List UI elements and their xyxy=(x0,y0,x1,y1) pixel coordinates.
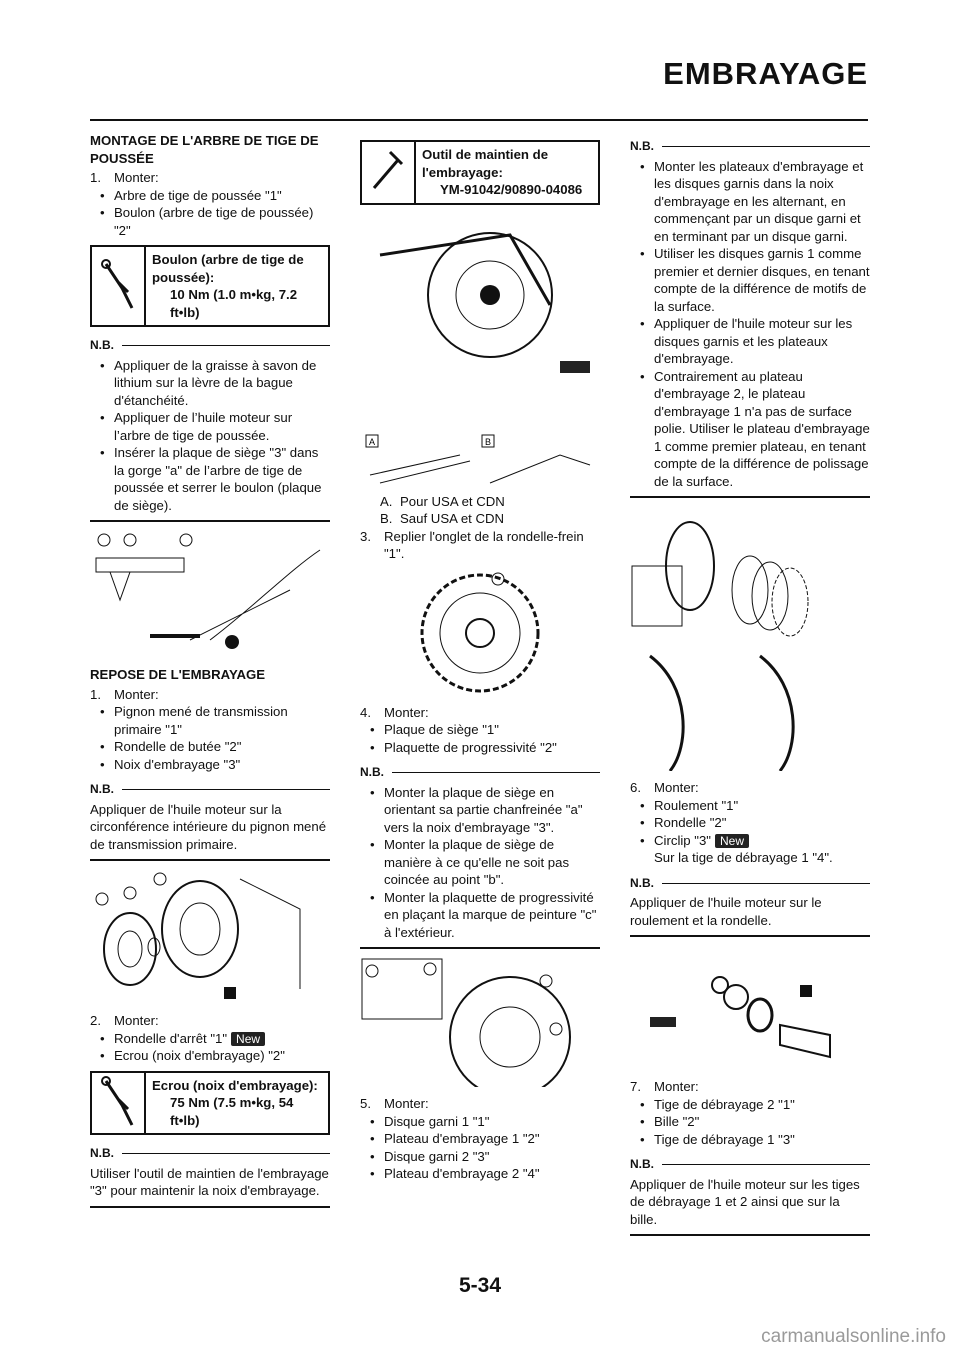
header-rule xyxy=(90,119,868,121)
note-block xyxy=(630,875,870,938)
note-item: • Appliquer de l’huile moteur sur l’arbre de tige de poussée. xyxy=(90,409,330,444)
spec-value: 75 Nm (7.5 m•kg, 54 ft•lb) xyxy=(170,1095,294,1128)
list-item: • Rondelle de butée "2" xyxy=(90,738,330,756)
list-item: • Roulement "1" xyxy=(630,797,870,815)
column-right xyxy=(630,132,870,1236)
note-item: • Monter la plaquette de progressivité en plaçant la marque de peinture "c" à l'extérieur. xyxy=(360,889,600,942)
list-item: • Plaquette de progressivité "2" xyxy=(360,739,600,757)
note-item: • Appliquer de l'huile moteur sur les disques garnis et les plateaux d'embrayage. xyxy=(630,315,870,368)
note-block xyxy=(630,1156,870,1236)
list-item: • Circlip "3" New xyxy=(630,832,870,850)
list-item: • Disque garni 1 "1" xyxy=(360,1113,600,1131)
list-item: • Ecrou (noix d'embrayage) "2" xyxy=(90,1047,330,1065)
clutch-plates-illustration xyxy=(630,506,870,771)
note-block xyxy=(630,138,870,498)
step-6: 6. Monter: xyxy=(630,780,699,795)
caption-a: A. Pour USA et CDN xyxy=(380,493,505,509)
torque-spec-box xyxy=(90,1071,330,1136)
note-item: • Utiliser les disques garnis 1 comme premier et dernier disques, en tenant compte de la différence de motifs de la surface. xyxy=(630,245,870,315)
note-item: • Monter la plaque de siège en orientant sa partie chanfreinée "a" vers la noix d'embrayage "3". xyxy=(360,784,600,837)
note-block xyxy=(90,337,330,522)
note-text: Utiliser l'outil de maintien de l'embrayage "3" pour maintenir la noix d'embrayage. xyxy=(90,1165,329,1198)
note-item: • Contrairement au plateau d'embrayage 2, le plateau d'embrayage 1 n'a pas de surface polie. Utiliser le plateau d'embrayage 1 comme premier plateau, en tenant compte de la différence de polissage de la surface. xyxy=(630,368,870,491)
note-label: N.B. xyxy=(90,781,330,799)
note-label: N.B. xyxy=(90,337,330,355)
torque-wrench-icon xyxy=(92,1073,146,1134)
spec-label: Ecrou (noix d'embrayage): xyxy=(152,1077,318,1093)
list-item: • Tige de débrayage 1 "3" xyxy=(630,1131,870,1149)
tool-label: Outil de maintien de l'embrayage: xyxy=(422,147,549,180)
list-item: • Rondelle d'arrêt "1" New xyxy=(90,1030,330,1048)
list-item: • Pignon mené de transmission primaire "1" xyxy=(90,703,330,738)
lock-washer-illustration xyxy=(360,571,600,696)
note-label: N.B. xyxy=(90,1145,330,1163)
note-text: Appliquer de l'huile moteur sur la circonférence intérieure du pignon mené de transmission primaire. xyxy=(90,801,327,852)
new-badge: New xyxy=(715,834,749,848)
note-block xyxy=(90,1145,330,1208)
step-2: 2. Monter: xyxy=(90,1013,159,1028)
note-item: • Monter la plaque de siège de manière à ce qu'elle ne soit pas coincée au point "b". xyxy=(360,836,600,889)
pull-rod-illustration xyxy=(630,945,870,1070)
list-item: • Bille "2" xyxy=(630,1113,870,1131)
list-item: • Plaque de siège "1" xyxy=(360,721,600,739)
note-block xyxy=(360,764,600,949)
step-5: 5. Monter: xyxy=(360,1096,429,1111)
column-left xyxy=(90,132,330,1208)
note-item: • Appliquer de la graisse à savon de lithium sur la lèvre de la bague d'étanchéité. xyxy=(90,357,330,410)
section-title-clutch: REPOSE DE L'EMBRAYAGE xyxy=(90,667,266,682)
figure-label-a: A xyxy=(368,436,376,447)
tool-spec-box xyxy=(360,140,600,205)
spec-value: 10 Nm (1.0 m•kg, 7.2 ft•lb) xyxy=(170,287,298,320)
step-6-sub: Sur la tige de débrayage 1 "4". xyxy=(654,850,833,865)
caption-b: B. Sauf USA et CDN xyxy=(380,511,505,526)
watermark: carmanualsonline.info xyxy=(761,1326,946,1347)
new-badge: New xyxy=(231,1032,265,1046)
list-item: • Plateau d'embrayage 1 "2" xyxy=(360,1130,600,1148)
page-title: EMBRAYAGE xyxy=(663,56,868,91)
figure-label-b: B xyxy=(484,436,492,447)
note-label: N.B. xyxy=(630,875,870,893)
step-1: 1. Monter: xyxy=(90,170,159,185)
clutch-boss-illustration xyxy=(90,869,330,1004)
note-label: N.B. xyxy=(630,138,870,156)
note-item: • Monter les plateaux d'embrayage et les disques garnis dans la noix d'embrayage en les alternant, en commençant par un disque garni et en terminant par un disque garni. xyxy=(630,158,870,246)
seat-plate-illustration xyxy=(360,957,600,1087)
list-item: • Rondelle "2" xyxy=(630,814,870,832)
note-text: Appliquer de l'huile moteur sur le roulement et la rondelle. xyxy=(630,895,822,928)
note-text: Appliquer de l'huile moteur sur les tiges de débrayage 1 et 2 ainsi que sur la bille. xyxy=(630,1176,860,1227)
page-number: 5-34 xyxy=(458,1274,502,1297)
note-item: • Insérer la plaque de siège "3" dans la gorge "a" de l’arbre de tige de poussée et serrer le boulon (plaque de siège). xyxy=(90,444,330,514)
column-middle xyxy=(360,132,600,1183)
tool-icon xyxy=(362,142,416,203)
list-item: • Boulon (arbre de tige de poussée) "2" xyxy=(90,204,330,239)
push-rod-illustration xyxy=(90,530,330,658)
step-3: 3. Replier l'onglet de la rondelle-frein "1". xyxy=(360,528,584,561)
step-1: 1. Monter: xyxy=(90,686,159,702)
note-label: N.B. xyxy=(630,1156,870,1174)
clutch-holding-tool-illustration xyxy=(360,215,600,485)
spec-label: Boulon (arbre de tige de poussée): xyxy=(152,252,304,285)
note-block xyxy=(90,781,330,861)
list-item: • Disque garni 2 "3" xyxy=(360,1148,600,1166)
step-7: 7. Monter: xyxy=(630,1079,699,1094)
list-item: • Arbre de tige de poussée "1" xyxy=(90,187,330,205)
section-title-push-rod: MONTAGE DE L'ARBRE DE TIGE DE POUSSÉE xyxy=(90,133,319,166)
torque-wrench-icon xyxy=(92,247,146,325)
list-item: • Tige de débrayage 2 "1" xyxy=(630,1096,870,1114)
step-4: 4. Monter: xyxy=(360,704,429,720)
list-item: • Plateau d'embrayage 2 "4" xyxy=(360,1165,600,1183)
list-item: • Noix d'embrayage "3" xyxy=(90,756,330,774)
torque-spec-box xyxy=(90,245,330,327)
tool-number: YM-91042/90890-04086 xyxy=(440,182,583,197)
note-label: N.B. xyxy=(360,764,600,782)
